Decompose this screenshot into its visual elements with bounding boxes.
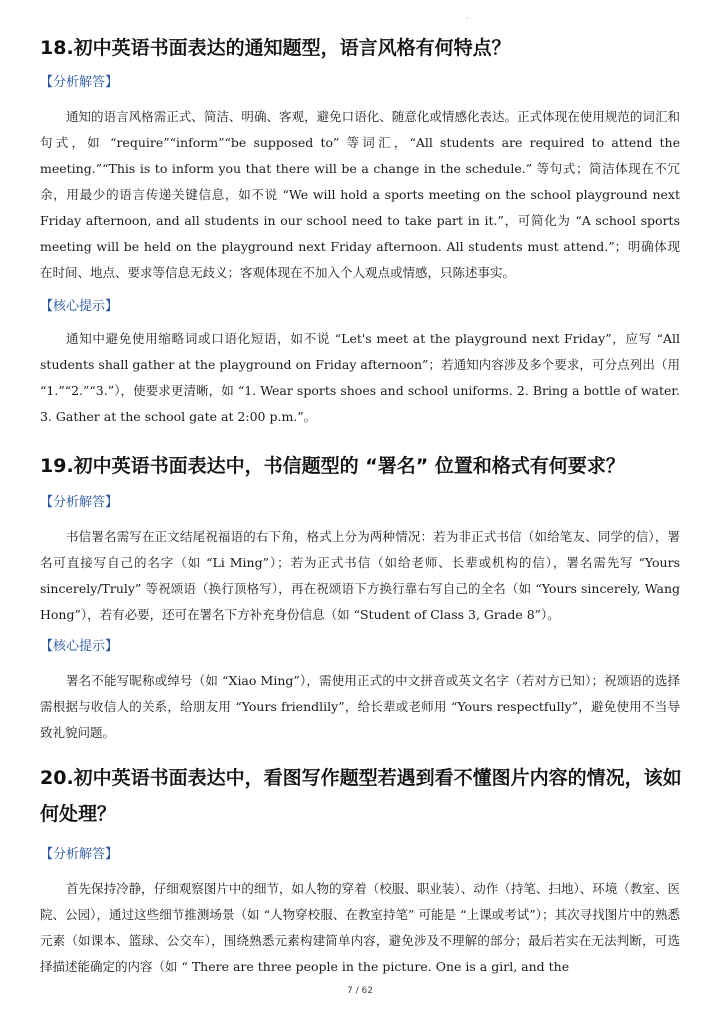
question-20-title: 20.初中英语书面表达中，看图写作题型若遇到看不懂图片内容的情况，该如何处理？ <box>40 767 682 825</box>
question-18-analysis-text: 通知的语言风格需正式、简洁、明确、客观，避免口语化、随意化或情感化表达。正式体现在使用规范的词汇和句式，如 “require”“inform”“be supposed to” 等词汇，“All students are required to attend the meeting.”“This is to inform you that there will be a change in the schedule.” 等句式；简洁体现在不冗余，用最少的语言传递关键信息，如不说 “We will hold a sports meeting on the school playground next Friday afternoon, and all students in our school need to take part in it.”，可简化为 “A school sports meeting will be held on the playground next Friday afternoon. All students must attend.”；明确体现在时间、地点、要求等信息无歧义；客观体现在不加入个人观点或情感，只陈述事实。 <box>40 109 680 280</box>
question-18-title: 18.初中英语书面表达的通知题型，语言风格有何特点？ <box>40 37 511 59</box>
question-18-analysis-tag: 【分析解答】 <box>40 75 119 90</box>
question-19-title: 19.初中英语书面表达中，书信题型的 “署名” 位置和格式有何要求？ <box>40 455 625 477</box>
question-19-analysis-tag: 【分析解答】 <box>40 495 119 510</box>
question-18-key-tag: 【核心提示】 <box>40 299 119 314</box>
question-20-analysis-tag: 【分析解答】 <box>40 847 119 862</box>
question-19-analysis-text: 书信署名需写在正文结尾祝福语的右下角，格式上分为两种情况：若为非正式书信（如给笔友、同学的信），署名可直接写自己的名字（如 “Li Ming”）；若为正式书信（如给老师、长辈或机构的信），署名需先写 “Yours sincerely/Truly” 等祝颂语（换行顶格写），再在祝颂语下方换行靠右写自己的全名（如 “Yours sincerely, Wang Hong”），若有必要，还可在署名下方补充身份信息（如 “Student of Class 3, Grade 8”）。 <box>40 529 680 622</box>
question-18-key-text: 通知中避免使用缩略词或口语化短语，如不说 “Let's meet at the playground next Friday”，应写 “All students shall gather at the playground on Friday afternoon”；若通知内容涉及多个要求，可分点列出（用 “1.”“2.”“3.”），使要求更清晰，如 “1. Wear sports shoes and school uniforms. 2. Bring a bottle of water. 3. Gather at the school gate at 2:00 p.m.”。 <box>40 331 680 424</box>
question-19-key-tag: 【核心提示】 <box>40 639 119 654</box>
page-number: 7 / 62 <box>347 986 373 996</box>
question-20-analysis-text: 首先保持冷静，仔细观察图片中的细节，如人物的穿着（校服、职业装）、动作（持笔、扫地）、环境（教室、医院、公园），通过这些细节推测场景（如 “人物穿校服、在教室持笔” 可能是 “上课或考试”）；其次寻找图片中的熟悉元素（如课本、篮球、公交车），围绕熟悉元素构建简单内容，避免涉及不理解的部分；最后若实在无法判断，可选择描述能确定的内容（如 “ There are three people in the picture. One is a girl, and the <box>40 881 680 974</box>
question-19-key-text: 署名不能写昵称或绰号（如 “Xiao Ming”），需使用正式的中文拼音或英文名字（若对方已知）；祝颂语的选择需根据与收信人的关系，给朋友用 “Yours friendlily”，给长辈或老师用 “Yours respectfully”，避免使用不当导致礼貌问题。 <box>40 673 680 740</box>
top-mark: · <box>466 14 469 23</box>
